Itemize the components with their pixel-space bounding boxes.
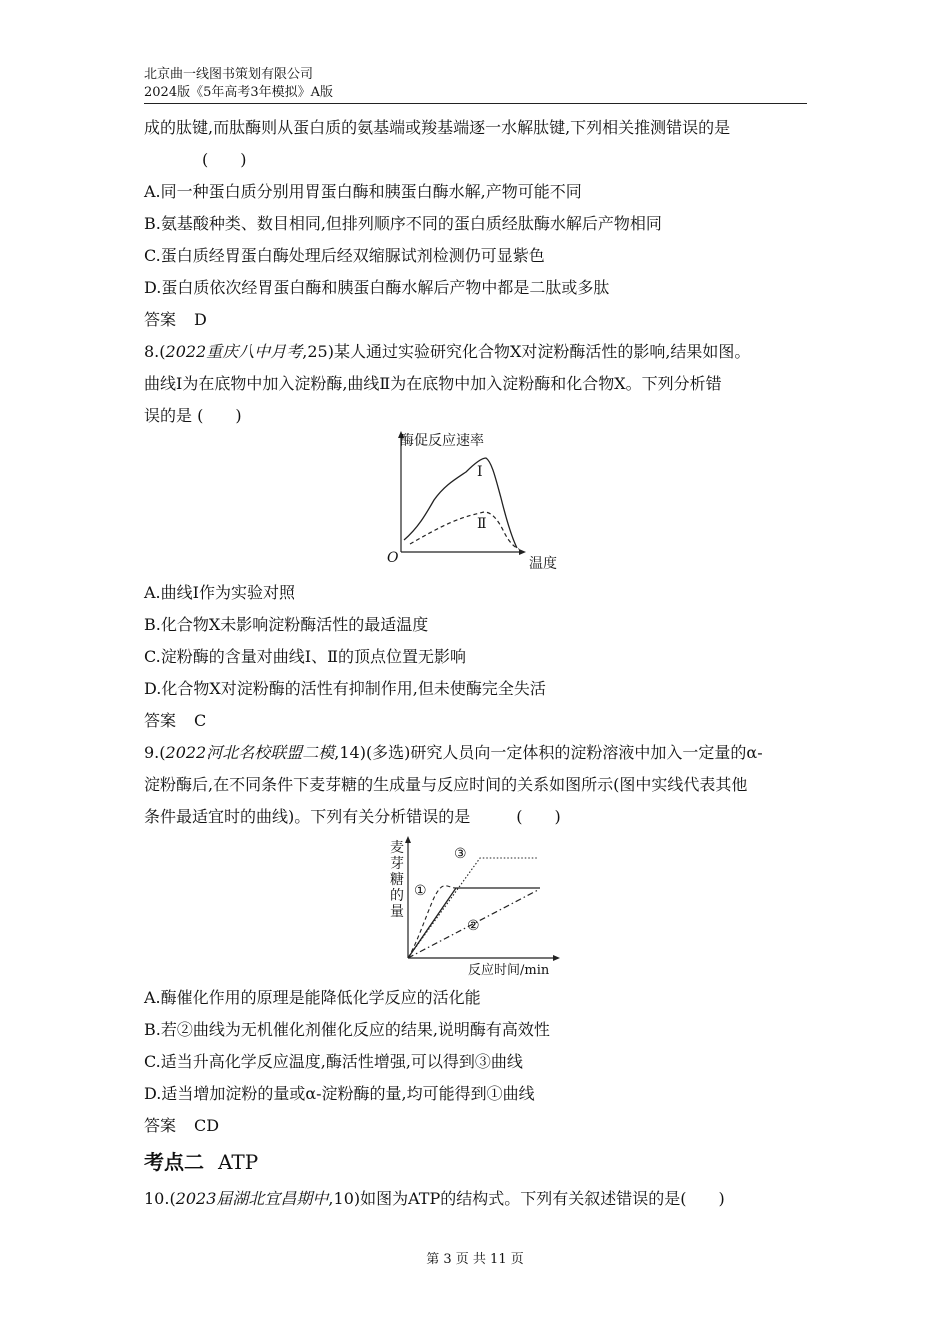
q9-y-label-3: 糖 bbox=[390, 872, 404, 888]
answer-value: D bbox=[194, 310, 207, 329]
q10-number: 10.( bbox=[144, 1189, 176, 1208]
q9-y-label-5: 量 bbox=[390, 904, 404, 920]
answer-label: 答案 bbox=[144, 1116, 177, 1135]
q8-curve-2 bbox=[410, 512, 519, 549]
q9-stem-text: 条件最适宜时的曲线)。下列有关分析错误的是 bbox=[144, 807, 471, 826]
q9-curve-3 bbox=[408, 858, 538, 958]
q8-y-label: 酶促反应速率 bbox=[400, 433, 484, 449]
q8-option-a: A.曲线Ⅰ作为实验对照 bbox=[144, 583, 295, 602]
q9-stem-text: ,14)(多选)研究人员向一定体积的淀粉溶液中加入一定量的α- bbox=[334, 743, 763, 762]
q9-curve-1-label: ① bbox=[414, 883, 427, 899]
q7-option-d: D.蛋白质依次经胃蛋白酶和胰蛋白酶水解后产物中都是二肽或多肽 bbox=[144, 278, 610, 297]
q8-number: 8.( bbox=[144, 342, 166, 361]
q9-paren: ( ) bbox=[516, 807, 561, 826]
header-divider bbox=[144, 103, 807, 104]
q8-x-arrow bbox=[519, 549, 526, 555]
q8-curve-1-label: Ⅰ bbox=[477, 464, 483, 480]
q9-stem-line1 bbox=[144, 743, 763, 763]
q9-number: 9.( bbox=[144, 743, 166, 762]
q9-option-d: D.适当增加淀粉的量或α-淀粉酶的量,均可能得到①曲线 bbox=[144, 1084, 535, 1103]
q8-stem-text: ,25)某人通过实验研究化合物X对淀粉酶活性的影响,结果如图。 bbox=[302, 342, 751, 361]
q7-option-a: A.同一种蛋白质分别用胃蛋白酶和胰蛋白酶水解,产物可能不同 bbox=[144, 182, 582, 201]
q9-option-a: A.酶催化作用的原理是能降低化学反应的活化能 bbox=[144, 988, 481, 1007]
q7-option-c: C.蛋白质经胃蛋白酶处理后经双缩脲试剂检测仍可显紫色 bbox=[144, 246, 545, 265]
q8-option-c: C.淀粉酶的含量对曲线Ⅰ、Ⅱ的顶点位置无影响 bbox=[144, 647, 466, 666]
q8-stem-line2: 曲线Ⅰ为在底物中加入淀粉酶,曲线Ⅱ为在底物中加入淀粉酶和化合物X。下列分析错 bbox=[144, 374, 722, 393]
q9-y-label-2: 芽 bbox=[390, 856, 404, 872]
q9-stem-line3 bbox=[144, 807, 561, 827]
q8-curve-2-label: Ⅱ bbox=[477, 516, 487, 532]
q9-x-label: 反应时间/min bbox=[468, 963, 550, 978]
header-edition: 2024版《5年高考3年模拟》A版 bbox=[144, 85, 334, 100]
q8-option-b: B.化合物X未影响淀粉酶活性的最适温度 bbox=[144, 615, 429, 634]
q8-origin-label: O bbox=[387, 550, 399, 566]
answer-value: C bbox=[194, 711, 207, 730]
q10-source: 2023届湖北宜昌期中 bbox=[175, 1189, 329, 1208]
q9-curve-3-label: ③ bbox=[454, 846, 467, 862]
q8-figure bbox=[380, 428, 570, 574]
q7-paren: ( ) bbox=[202, 150, 247, 169]
q8-option-d: D.化合物X对淀粉酶的活性有抑制作用,但未使酶完全失活 bbox=[144, 679, 546, 698]
q7-stem: 成的肽键,而肽酶则从蛋白质的氨基端或羧基端逐一水解肽键,下列相关推测错误的是 bbox=[144, 118, 731, 137]
q7-option-b: B.氨基酸种类、数目相同,但排列顺序不同的蛋白质经肽酶水解后产物相同 bbox=[144, 214, 662, 233]
answer-label: 答案 bbox=[144, 310, 177, 329]
page-number: 第 3 页 共 11 页 bbox=[426, 1252, 524, 1267]
q9-option-c: C.适当升高化学反应温度,酶活性增强,可以得到③曲线 bbox=[144, 1052, 523, 1071]
answer-value: CD bbox=[194, 1116, 220, 1135]
q8-stem-line3: 误的是 ( ) bbox=[144, 406, 242, 425]
q10-stem-text: ,10)如图为ATP的结构式。下列有关叙述错误的是( ) bbox=[328, 1189, 725, 1208]
q8-x-label: 温度 bbox=[529, 556, 557, 572]
q9-source: 2022河北名校联盟二模 bbox=[165, 743, 335, 762]
answer-label: 答案 bbox=[144, 711, 177, 730]
q9-curve-2-label: ② bbox=[467, 918, 480, 934]
q9-y-label-1: 麦 bbox=[390, 840, 404, 856]
section-subtitle: ATP bbox=[218, 1150, 259, 1174]
q8-curve-1 bbox=[404, 458, 517, 548]
q8-stem-line1 bbox=[144, 342, 750, 362]
section-title: 考点二 bbox=[144, 1150, 204, 1174]
header-publisher: 北京曲一线图书策划有限公司 bbox=[144, 67, 314, 82]
q9-stem-line2: 淀粉酶后,在不同条件下麦芽糖的生成量与反应时间的关系如图所示(图中实线代表其他 bbox=[144, 775, 748, 794]
q7-answer bbox=[144, 310, 207, 330]
q9-x-arrow bbox=[553, 955, 560, 961]
section-heading bbox=[144, 1150, 258, 1174]
q9-answer bbox=[144, 1116, 219, 1136]
q8-source: 2022重庆八中月考 bbox=[165, 342, 303, 361]
q10-stem bbox=[144, 1189, 725, 1209]
q9-y-arrow bbox=[405, 836, 411, 843]
q9-figure bbox=[360, 832, 570, 978]
q9-y-label-4: 的 bbox=[390, 888, 404, 904]
q9-option-b: B.若②曲线为无机催化剂催化反应的结果,说明酶有高效性 bbox=[144, 1020, 550, 1039]
q8-answer bbox=[144, 711, 206, 731]
